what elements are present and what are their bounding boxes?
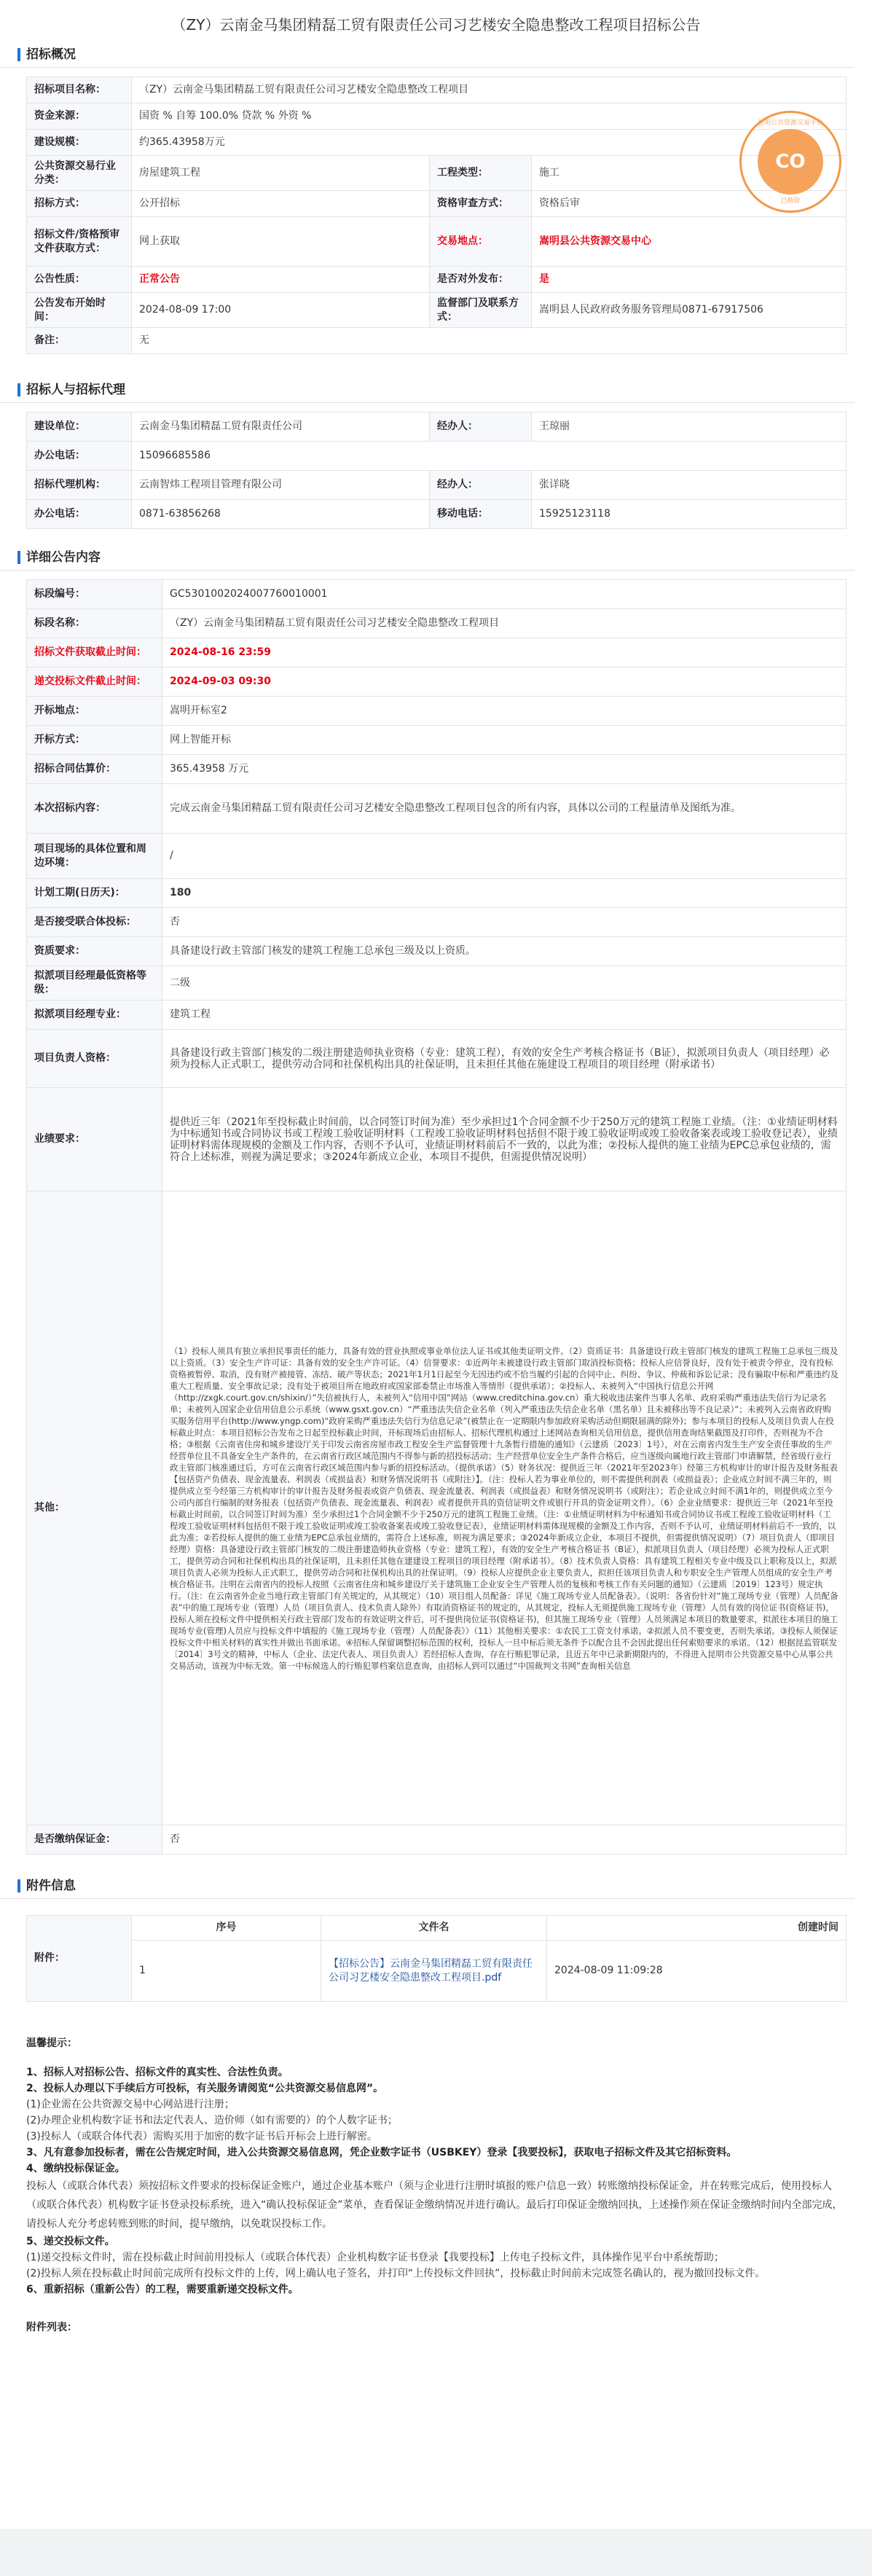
people-table <box>26 412 847 529</box>
category-label: 公共资源交易行业分类： <box>27 156 132 191</box>
tip-2: 2、投标人办理以下手续后方可投标，有关服务请阅览“公共资源交易信息网”。 <box>26 2083 384 2094</box>
qual: 具备建设行政主管部门核发的建筑工程施工总承包三级及以上资质。 <box>162 937 847 966</box>
start-label: 公告发布开始时间： <box>27 293 132 328</box>
agent: 张详晓 <box>532 471 847 500</box>
col-time: 创建时间 <box>547 1916 847 1941</box>
control-price-label: 招标合同估算价： <box>27 755 162 784</box>
major: 建筑工程 <box>162 1001 847 1030</box>
consortium-label: 是否接受联合体投标： <box>27 908 162 937</box>
method-label: 招标方式： <box>27 191 132 217</box>
attach-list-label: 附件列表： <box>26 2322 77 2333</box>
remark-label: 备注： <box>27 328 132 354</box>
name-label: 标段名称： <box>27 609 162 638</box>
tip-2-1: (1)企业需在公共资源交易中心网站进行注册； <box>26 2099 235 2110</box>
project-name: （ZY）云南金马集团精磊工贸有限责任公司习艺楼安全隐患整改工程项目 <box>132 77 847 103</box>
grade: 二级 <box>162 966 847 1001</box>
tenderer-label: 建设单位： <box>27 412 132 442</box>
overview-table <box>26 77 847 354</box>
work-type: 施工 <box>532 156 847 191</box>
category: 房屋建筑工程 <box>132 156 430 191</box>
table-row <box>27 1941 847 2002</box>
stamp-bottom-text: 已核验 <box>780 197 801 205</box>
venue-label: 交易地点： <box>430 217 532 267</box>
code-label: 标段编号： <box>27 580 162 609</box>
scope: 完成云南金马集团精磊工贸有限责任公司习艺楼安全隐患整改工程项目包含的所有内容，具体以公司的工程量清单及图纸为准。 <box>162 784 847 834</box>
agent-phone: 0871-63856268 <box>132 500 430 529</box>
col-no: 序号 <box>132 1916 321 1941</box>
handler: 王琼丽 <box>532 412 847 442</box>
open-form-label: 开标方式： <box>27 726 162 755</box>
office-phone: 15096685586 <box>132 442 847 471</box>
agent-phone-label: 办公电话： <box>27 500 132 529</box>
other: （1）投标人须具有独立承担民事责任的能力，具备有效的营业执照或事业单位法人证书或其他类证明文件。（2）资质证书：具备建设行政主管部门核发的建筑工程施工总承包三级及以上资质。（3）安全生产许可证：具备有效的安全生产许可证。（4）信誉要求：①近两年未被建设行政主管部门取消投标资格；投标人应信誉良好，没有处于被责令停业，没有投标资格被暂停、取消，没有财产被接管、冻结、破产等状态；2021年1月1日起至今无因违约或不恰当履约引起的合同中止、纠纷、争议、仲裁和诉讼记录；没有骗取中标和严重违约及重大工程质量、安全事故记录；没有处于被项目所在地政府或国家部委禁止市场准入等情形（提供承诺）；②投标人、未被列入“中国执行信息公开网（http://zxgk.court.gov.cn/shixin/）”失信被执行人，未被列入“信用中国”网站（www.creditchina.gov.cn）重大税收违法案件当事人名单、政府采购严重违法失信行为记录名单；未被列入国家企业信用信息公示系统（www.gsxt.gov.cn）“严重违法失信企业名单（列入严重违法失信企业名单（黑名单）且未被移出等不良记录）”；未被列入云南省政府购买服务信用平台(http://www.yngp.com)“政府采购严重违法失信行为信息记录”(被禁止在一定期限内参加政府采购活动但期限届满的除外)；参与本项目的投标人及项目负责人在投标截止时点：本项目招标公告发布之日起至投标截止时间，开标现场后由招标人、招标代理机构通过上述网站查询相关信用信息，提供信用查询结果截图及打印件，否则视为不合格；③根据《云南省住房和城乡建设厅关于印发云南省房屋市政工程安全生产监督管理十九条暂行措施的通知》（云建质〔2023〕1号），对在云南省内发生生产安全责任事故的生产经营单位且不具备安全生产条件的，在云南省行政区域范围内不得参与新的招投标活动；生产经营单位安全生产条件合格后，应当逐级向属地行政主管部门申请解禁，经省级行业行政主管部门核准通过后，方可在云南省行政区域范围内参与新的招投标活动。（提供承诺）（5）财务状况：提供近三年（2021年至2023年）经第三方机构审计的审计报告及财务报表【包括资产负债表、现金流量表、利润表（或损益表）和财务情况说明书（或附注）】。（注：投标人若为事业单位的，则不需提供利润表（或损益表）；企业成立时间不满三年的，则提供成立至今经第三方机构审计的审计报告及财务报表或资产负债表、现金流量表、利润表（或损益表）和财务情况说明书（或附注）；若企业成立时间不满1年的，则提供成立至今公司内部自行编制的财务报表（包括资产负债表、现金流量表、利润表）或者提供开具的资信证明文件或银行开具的资金证明文件）。（6）企业业绩要求：提供近三年（2021年至投标截止时间前，以合同签订时间为准）至少承担过1个合同金额不少于250万元的建筑工程施工业绩。（注：①业绩证明材料为中标通知书或合同协议书或工程竣工验收证明材料（工程竣工验收证明材料包括但不限于竣工验收证明或竣工验收备案表或竣工验收登记表），业绩证明材料需体现规模的金额及工作内容，否则不予认可，业绩证明材料前后不一致的，以此为准；②若投标人提供的施工业绩为EPC总承包业绩的，需符合上述标准，则视为满足要求；③2024年新成立企业，本项目不提供，但需提供情况说明）（7）项目负责人（即项目经理）资格：具备建设行政主管部门核发的二级注册建造师执业资格（专业：建筑工程），有效的安全生产考核合格证书（B证），拟派项目负责人（项目经理）必须为投标人正式职工，提供劳动合同和社保机构出具的社保证明，且未担任其他在建建设工程项目的项目经理（附承诺书）。（8）技术负责人资格：具有建筑工程相关专业中级及以上职称及以上，拟派项目负责人必须为投标人正式职工，提供劳动合同和社保机构出具的社保证明。（9）投标人应提供企业主要负责人，拟担任该项目负责人和专职安全生产管理人员组成的安全生产考核合格证书。注明在云南省内的投标人按照《云南省住房和城乡建设厅关于建筑施工企业安全生产管理人员的复核和考核工作有关问题的通知》（云建质〔2019〕123号）规定执行。（注：在云南省外企业当地行政主管部门有关规定的，从其规定）（10）项目组人员配备：详见《施工现场专业人员配备表》。（说明：各省份针对“施工现场专业（管理）人员配备表”中的施工现场专业（管理）人员（项目负责人、技术负责人除外）有取消资格证书的规定的，从其规定，投标人无须提供施工现场专业（管理）人员有效的岗位证书(资格证书)，投标人须在投标文件中提供相关行政主管部门发布的有效证明文件后，可不提供岗位证书(资格证书)，但其施工现场专业（管理）人员须满足本项目的数量要求，拟派往本项目的施工现场专业(管理)人员应与投标文件中填报的《施工现场专业（管理）人员配备表》）（11）其他相关要求：①农民工工资支付承诺。②拟派人员不要变更，否则失承诺。③投标人须保证投标文件中相关材料的真实性并做出书面承诺。④招标人保留调整招标范围的权利，投标人一旦中标后须无条件予以配合且不会因此提出任何索赔要求的承诺。（12）根据昆监管联发〔2014〕3号文的精神，中标人（企业、法定代表人、项目负责人）若经招标人查询，存在行贿犯罪记录，且近五年中已录新期限内的，不得进入昆明市公共资源交易中心从事公共交易活动，该视为中标无效。第一中标候选人的行贿犯罪档案信息查询，由招标人到可以通过“中国裁判文书网”查询相关信息 <box>162 1191 847 1825</box>
fund-source: 国资 % 自筹 100.0% 贷款 % 外资 % <box>132 103 847 130</box>
attach-file-link[interactable]: 【招标公告】云南金马集团精磊工贸有限责任公司习艺楼安全隐患整改工程项目.pdf <box>321 1941 547 2002</box>
code: GC5301002024007760010001 <box>162 580 847 609</box>
agency-label: 招标代理机构： <box>27 471 132 500</box>
budget-label: 建设规模： <box>27 130 132 156</box>
tip-5-1: (1)递交投标文件时，需在投标截止时间前用投标人（或联合体代表）企业机构数字证书登录【我要投标】上传电子投标文件，具体操作见平台中系统帮助； <box>26 2252 724 2263</box>
location: / <box>162 834 847 879</box>
work-type-label: 工程类型： <box>430 156 532 191</box>
joint: 是 <box>532 267 847 293</box>
deposit: 否 <box>162 1825 847 1855</box>
project-name-label: 招标项目名称： <box>27 77 132 103</box>
stamp-logo-text: CO <box>775 151 806 173</box>
budget: 约365.43958万元 <box>132 130 847 156</box>
mobile-label: 移动电话： <box>430 500 532 529</box>
open-place-label: 开标地点： <box>27 697 162 726</box>
supervisor-label: 监督部门及联系方式： <box>430 293 532 328</box>
tip-4: 4、缴纳投标保证金。 <box>26 2163 125 2174</box>
open-form: 网上智能开标 <box>162 726 847 755</box>
tips-title: 温馨提示： <box>26 2037 77 2049</box>
tip-5: 5、递交投标文件。 <box>26 2236 115 2247</box>
scope-label: 本次招标内容： <box>27 784 162 834</box>
consortium: 否 <box>162 908 847 937</box>
remark: 无 <box>132 328 847 354</box>
verification-stamp <box>739 111 841 213</box>
fund-source-label: 资金来源： <box>27 103 132 130</box>
mobile: 15925123118 <box>532 500 847 529</box>
agency: 云南智炜工程项目管理有限公司 <box>132 471 430 500</box>
name: （ZY）云南金马集团精磊工贸有限责任公司习艺楼安全隐患整改工程项目 <box>162 609 847 638</box>
office-phone-label: 办公电话： <box>27 442 132 471</box>
control-price: 365.43958 万元 <box>162 755 847 784</box>
tip-2-3: (3)投标人（或联合体代表）需购买用于加密的数字证书后开标会上进行解密。 <box>26 2131 377 2142</box>
perf: 提供近三年（2021年至投标截止时间前，以合同签订时间为准）至少承担过1个合同金额不少于250万元的建筑工程施工业绩。（注：①业绩证明材料为中标通知书或合同协议书或工程竣工验收证明材料（工程竣工验收证明材料包括但不限于竣工验收证明或竣工验收备案表或竣工验收登记表），业绩证明材料需体现规模的金额及工作内容，否则不予认可，业绩证明材料前后不一致的，以此为准；②投标人提供的施工业绩为EPC总承包业绩的，需符合上述标准，则视为满足要求；③2024年新成立企业，本项目不提供，但需提供情况说明） <box>162 1088 847 1191</box>
other-label: 其他： <box>27 1191 162 1825</box>
get-time-label: 招标文件获取截止时间： <box>27 638 162 668</box>
manager-label: 项目负责人资格： <box>27 1030 162 1088</box>
doc-method: 网上获取 <box>132 217 430 267</box>
detail-table <box>26 579 847 1855</box>
tip-2-2: (2)办理企业机构数字证书和法定代表人、造价师（如有需要的）的个人数字证书； <box>26 2115 398 2126</box>
section-title-overview: 招标概况 <box>0 42 855 68</box>
qual-label: 资质要求： <box>27 937 162 966</box>
stamp-top-text: 昆明公共资源交易平台 <box>757 120 823 127</box>
period: 180 <box>162 879 847 908</box>
doc-method-label: 招标文件/资格预审文件获取方式： <box>27 217 132 267</box>
section-title-people: 招标人与招标代理 <box>0 377 855 403</box>
tip-5-2: (2)投标人须在投标截止时间前完成所有投标文件的上传，网上确认电子签名，并打印“上传投标文件回执”，投标截止时间前未完成签名确认的，视为撤回投标文件。 <box>26 2268 766 2279</box>
perf-label: 业绩要求： <box>27 1088 162 1191</box>
handler-label: 经办人： <box>430 412 532 442</box>
section-title-attach: 附件信息 <box>0 1874 855 1899</box>
tenderer: 云南金马集团精磊工贸有限责任公司 <box>132 412 430 442</box>
get-time: 2024-08-16 23:59 <box>162 638 847 668</box>
submit-time-label: 递交投标文件截止时间： <box>27 668 162 697</box>
supervisor: 嵩明县人民政府政务服务管理局0871-67917506 <box>532 293 847 328</box>
manager: 具备建设行政主管部门核发的二级注册建造师执业资格（专业：建筑工程），有效的安全生产考核合格证书（B证），拟派项目负责人（项目经理）必须为投标人正式职工，提供劳动合同和社保机构出具的社保证明，且未担任其他在施建设工程项目的项目经理（附承诺书） <box>162 1030 847 1088</box>
grade-label: 拟派项目经理最低资格等级： <box>27 966 162 1001</box>
review: 资格后审 <box>532 191 847 217</box>
location-label: 项目现场的具体位置和周边环境： <box>27 834 162 879</box>
attach-time: 2024-08-09 11:09:28 <box>547 1941 847 2002</box>
review-label: 资格审查方式： <box>430 191 532 217</box>
start: 2024-08-09 17:00 <box>132 293 430 328</box>
footer-bar <box>0 2529 872 2576</box>
tip-1: 1、招标人对招标公告、招标文件的真实性、合法性负责。 <box>26 2067 288 2078</box>
method: 公开招标 <box>132 191 430 217</box>
tip-4-body: 投标人（或联合体代表）须按招标文件要求的投标保证金账户，通过企业基本账户（须与企业进行注册时填报的账户信息一致）转账缴纳投标保证金，并在转账完成后，使用投标人（或联合体代表）机构数字证书登录投标系统，进入“确认投标保证金”菜单，查看保证金缴纳情况并进行确认。最后打印保证金缴纳回执，上述操作须在保证金缴纳时间内全部完成，请投标人充分考虑转账到账的时间，提早缴纳，以免耽误投标工作。 <box>26 2180 843 2230</box>
attach-no: 1 <box>132 1941 321 2002</box>
col-name: 文件名 <box>321 1916 547 1941</box>
stamp-logo-icon <box>758 129 823 195</box>
tips-block <box>26 2035 846 2298</box>
page-title: （ZY）云南金马集团精磊工贸有限责任公司习艺楼安全隐患整改工程项目招标公告 <box>171 16 701 34</box>
submit-time: 2024-09-03 09:30 <box>162 668 847 697</box>
major-label: 拟派项目经理专业： <box>27 1001 162 1030</box>
deposit-label: 是否缴纳保证金： <box>27 1825 162 1855</box>
venue: 嵩明县公共资源交易中心 <box>532 217 847 267</box>
tip-6: 6、重新招标（重新公告）的工程，需要重新递交投标文件。 <box>26 2284 299 2295</box>
joint-label: 是否对外发布： <box>430 267 532 293</box>
attachment-table <box>26 1915 847 2002</box>
agent-label: 经办人： <box>430 471 532 500</box>
open-place: 嵩明开标室2 <box>162 697 847 726</box>
tip-3: 3、凡有意参加投标者，需在公告规定时间，进入公共资源交易信息网，凭企业数字证书（USBKEY）登录【我要投标】，获取电子招标文件及其它招标资料。 <box>26 2147 737 2158</box>
notice-nature-label: 公告性质： <box>27 267 132 293</box>
period-label: 计划工期(日历天)： <box>27 879 162 908</box>
section-title-detail: 详细公告内容 <box>0 545 855 571</box>
attach-label: 附件： <box>27 1916 132 2002</box>
notice-nature: 正常公告 <box>132 267 430 293</box>
